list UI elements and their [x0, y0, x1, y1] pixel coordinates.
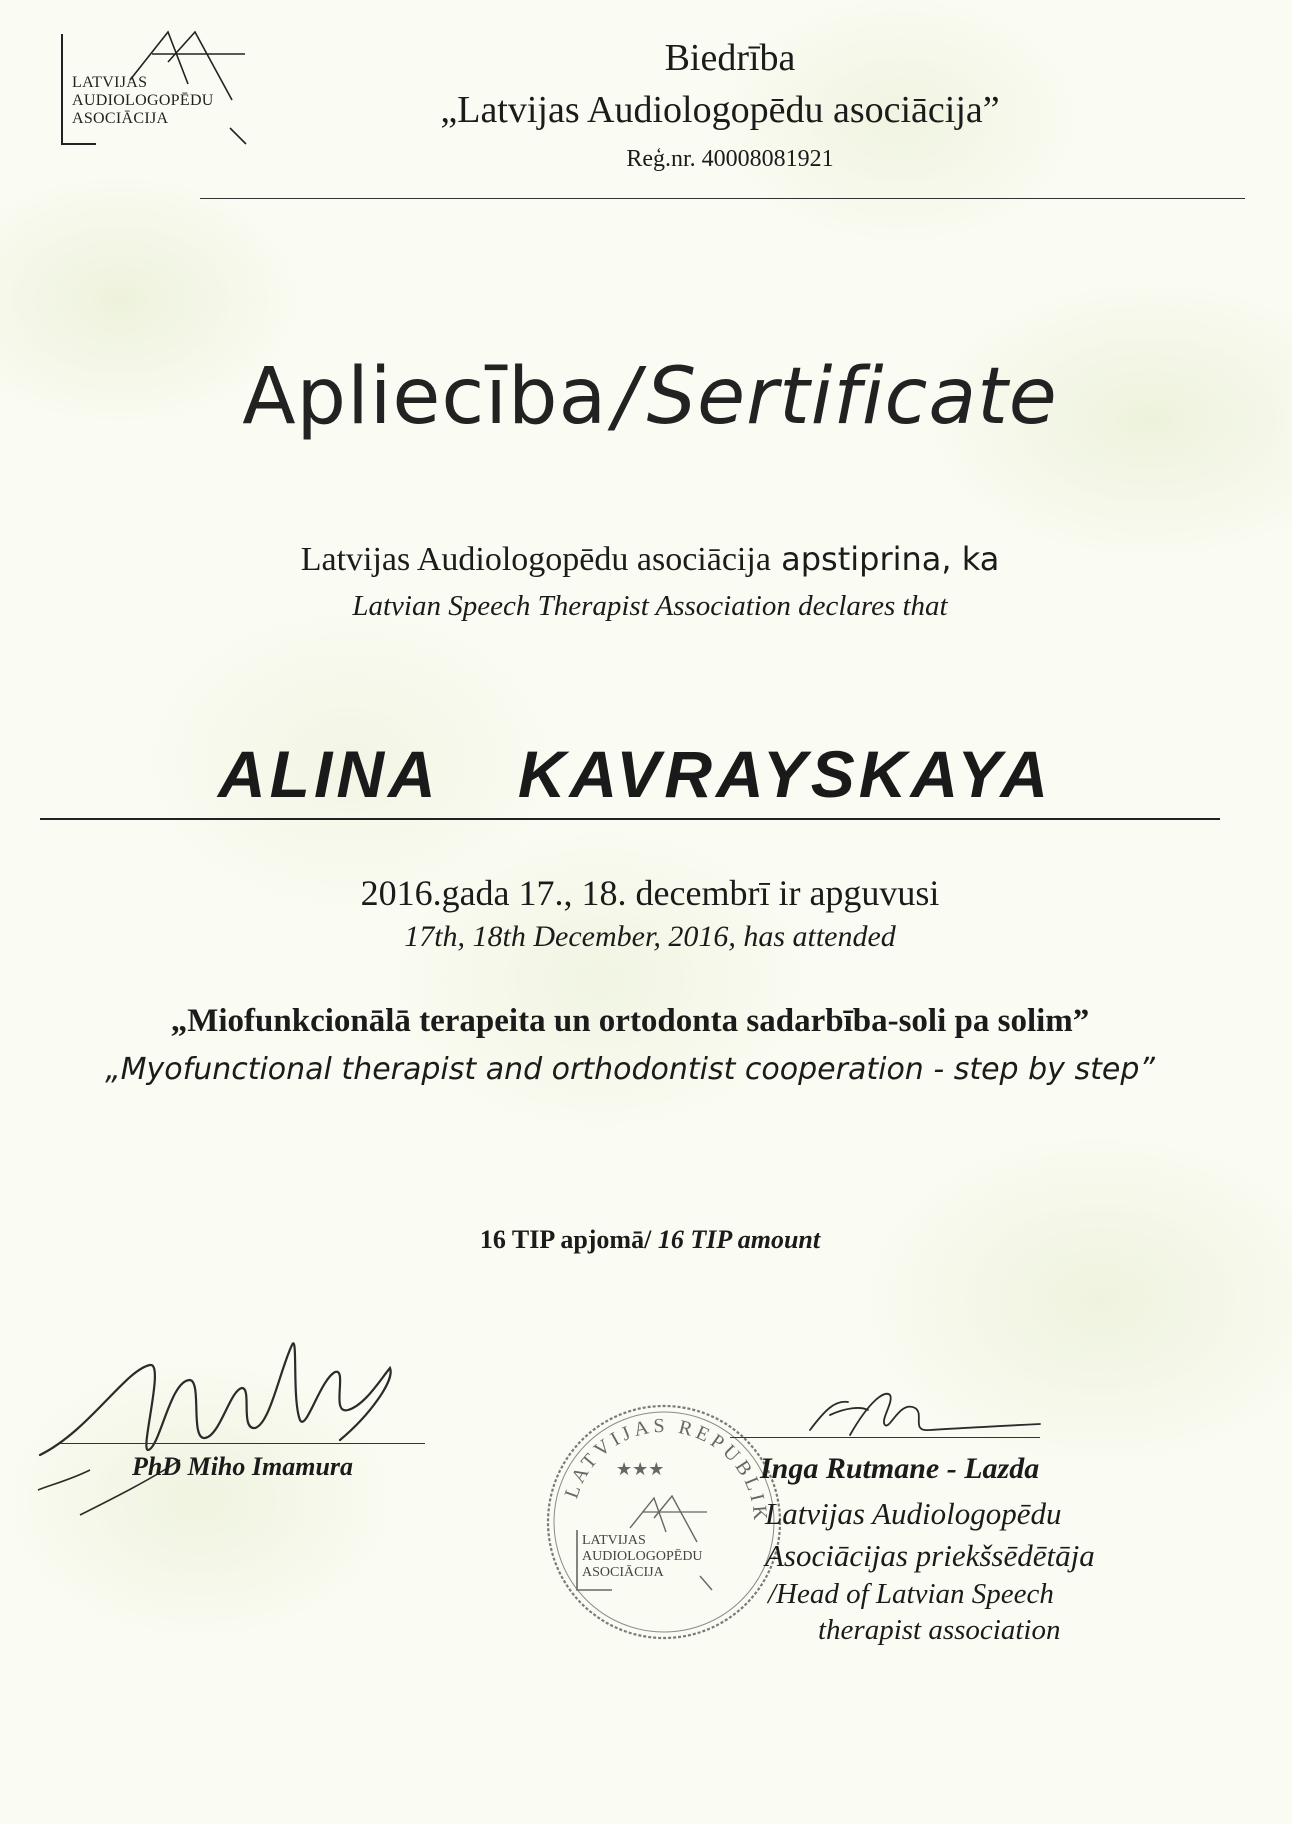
association-logo	[60, 22, 260, 146]
title-en: Sertificate	[646, 352, 1058, 442]
left-signature-line	[60, 1443, 425, 1444]
certificate-title	[100, 352, 1200, 442]
right-signatory-name: Inga Rutmane - Lazda	[760, 1452, 1040, 1485]
course-title-lv: „Miofunkcionālā terapeita un ortodonta sadarbība-soli pa solim”	[170, 1003, 1090, 1039]
logo-line-2: AUDIOLOGOPĒDU	[72, 92, 214, 109]
left-signatory-name: PhD Miho Imamura	[131, 1452, 354, 1481]
attendance-lv: 2016.gada 17., 18. decembrī ir apguvusi	[360, 873, 940, 913]
stamp-line-2: AUDIOLOGOPĒDU	[582, 1549, 703, 1564]
declaration-lv-org: Latvijas Audiologopēdu asociācija	[300, 541, 771, 578]
stamp-ring-text: LATVIJAS REPUBLIK	[560, 1414, 772, 1525]
course-title-en: „Myofunctional therapist and orthodontist cooperation - step by step”	[105, 1052, 1155, 1087]
declaration-lv-verb: apstiprina, ka	[781, 540, 1000, 578]
course-amount	[100, 1225, 1200, 1255]
right-signatory-role-lv-1: Latvijas Audiologopēdu	[765, 1496, 1062, 1531]
left-signature-scribble	[30, 1310, 430, 1530]
amount-en: 16 TIP amount	[657, 1225, 821, 1254]
right-signature-scribble	[790, 1380, 1050, 1450]
right-signature-line	[730, 1437, 1040, 1438]
declaration-en: Latvian Speech Therapist Association declares that	[352, 590, 948, 622]
right-signatory-role-en-2: therapist association	[818, 1614, 1061, 1646]
header-divider	[200, 198, 1245, 199]
name-underline	[40, 818, 1220, 820]
right-signatory-role-en-1: /Head of Latvian Speech	[768, 1578, 1054, 1610]
logo-line-1: LATVIJAS	[72, 74, 148, 91]
attendance-en: 17th, 18th December, 2016, has attended	[404, 920, 896, 953]
stamp-line-1: LATVIJAS	[582, 1533, 646, 1548]
declaration-lv	[100, 540, 1200, 579]
org-type: Biedrība	[664, 37, 796, 79]
title-separator: /	[613, 352, 641, 442]
right-signatory-role-lv-2: Asociācijas priekšsēdētāja	[765, 1538, 1095, 1573]
org-name: „Latvijas Audiologopēdu asociācija”	[440, 89, 1000, 131]
recipient-name: ALINA KAVRAYSKAYA	[218, 737, 1052, 811]
title-lv: Apliecība	[242, 352, 608, 442]
registration-number: Reģ.nr. 40008081921	[626, 146, 834, 172]
logo-line-3: ASOCIĀCIJA	[72, 110, 169, 127]
svg-text:★★★: ★★★	[616, 1459, 665, 1480]
amount-lv: 16 TIP apjomā/	[479, 1225, 652, 1254]
stamp-line-3: ASOCIĀCIJA	[582, 1565, 664, 1580]
